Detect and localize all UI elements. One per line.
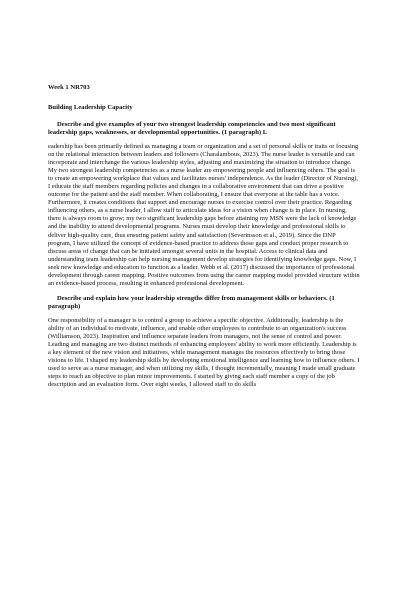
- question-1-prompt: [48, 121, 360, 137]
- question-2-text: Describe and explain how your leadership strengths differ from management skills or behaviors. (1 paragraph): [48, 294, 335, 310]
- answer-2-paragraph: One responsibility of a manager is to control a group to achieve a specific objective. Additionally, leadership is the ability of an individual to motivate, influence, and enable other employees to contribute to an organization's success (Williamson, 2023). Inspiration and influence separate leaders from managers, not the sense of control and power. Leading and managing are two distinct methods of enhancing employees' ability to work more efficiently. Leadership is a key element of the new vision and initiatives, while management manages the resources effectively to bring those visions to life. I shaped my leadership skills by developing emotional intelligence and learning how to influence others. I used to serve as a nurse manager, and when utilizing my skills, I thought incrementally, meaning I made small graduate steps to reach an objective to plan minor improvements. I started by giving each staff member a copy of the job description and an evaluation form. Over eight weeks, I allowed staff to do skills: [48, 316, 360, 389]
- answer-1-paragraph: eadership has been primarily defined as managing a team or organization and a set of personal skills or traits or focusing on the relational interaction between leaders and followers (Charalambous, 2023). The nurse leader is versatile and can incorporate and interchange the various leadership styles, adjusting and maximizing the situation to introduce change. My two strongest leadership competencies as a nurse leader are empowering people and influencing others. The goal is to create an empowering workplace that values and facilitates nurses' independence. As the leader (Director of Nursing), I educate the staff members regarding policies and changes in a collaborative environment that can drive a positive outcome for the patient and the staff member. When collaborating, I ensure that everyone at the table has a voice. Furthermore, it creates conditions that support and encourage nurses to exercise control over their practice. Regarding influencing others, as a nurse leader, I allow staff to articulate ideas for a vision when change is in place. In nursing, there is always room to grow; my two significant leadership gaps before attaining my MSN were the lack of knowledge and the inability to attend developmental programs. Nurses must develop their knowledge and professional skills to deliver high-quality care, thus ensuring patient safety and satisfaction (Severinsson et al., 2019). Since the DNP program, I have utilized the concept of evidence-based practice to address those gaps and conduct proper research to discuss areas of change that can be initiated amongst several units in the hospital. Access to clinical data and understanding team leadership can help nursing management develop strategies for identifying knowledge gaps. Now, I seek new knowledge and education to function as a leader. Webb et al. (2017) discussed the importance of professional development through career mapping. Positive outcomes from using the career mapping model provided structure within an evidence-based process, resulting in enhanced professional development.: [48, 143, 360, 287]
- document-body: [48, 84, 360, 396]
- question-2-prompt: [48, 295, 360, 311]
- section-title: Building Leadership Capacity: [48, 104, 133, 111]
- course-title: Week 1 NR703: [48, 84, 90, 91]
- question-1-text: Describe and give examples of your two strongest leadership competencies and two most significant leadership gaps, weaknesses, or developmental opportunities. (1 paragraph) L: [48, 121, 336, 136]
